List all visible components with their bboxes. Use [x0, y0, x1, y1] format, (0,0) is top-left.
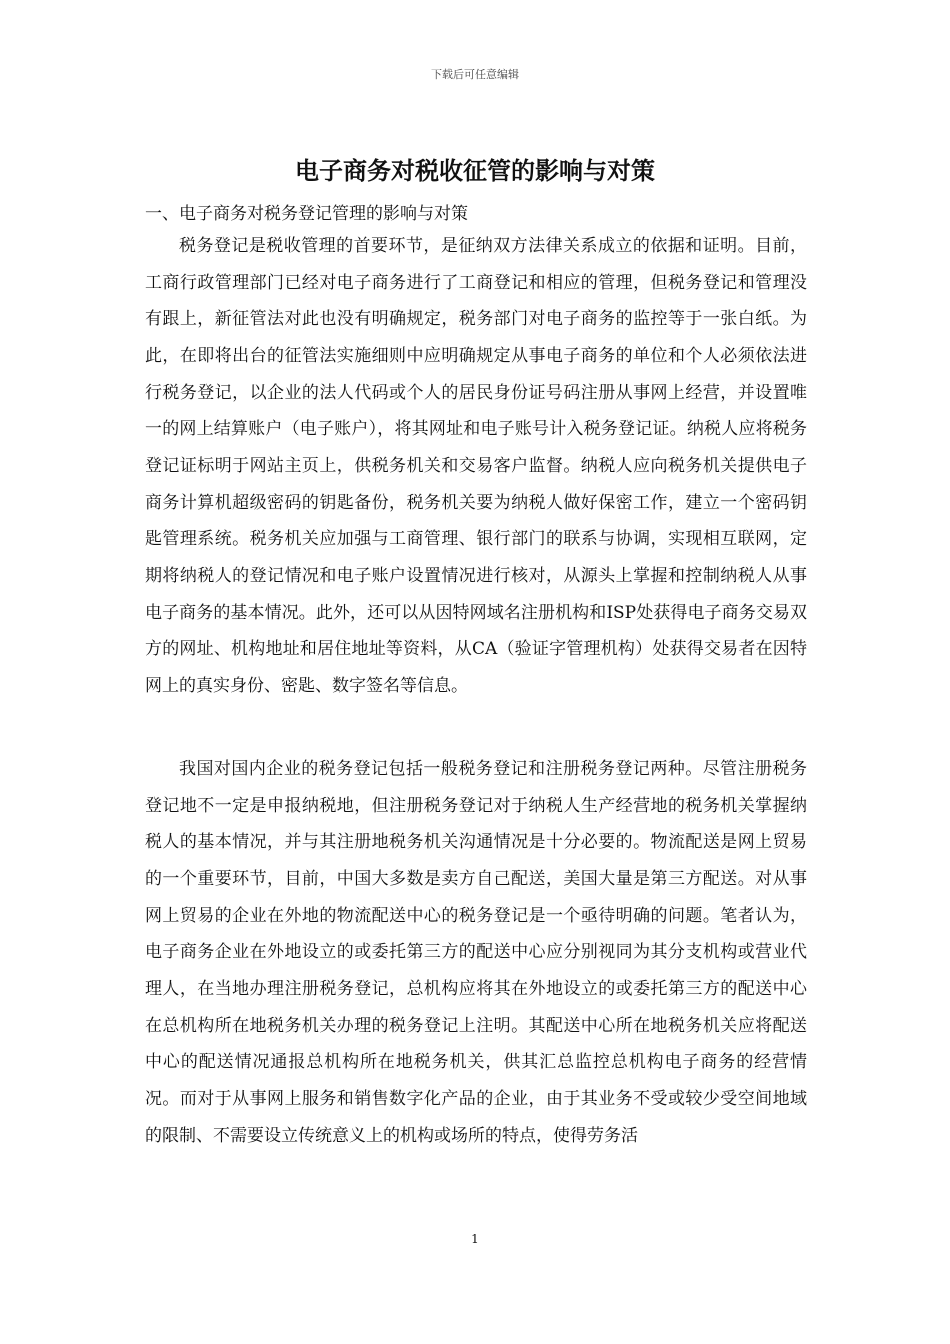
page-number: 1 [471, 1232, 479, 1246]
section-heading: 一、电子商务对税务登记管理的影响与对策 [145, 204, 468, 224]
body-paragraph: 税务登记是税收管理的首要环节，是征纳双方法律关系成立的依据和证明。目前，工商行政管理部门已经对电子商务进行了工商登记和相应的管理，但税务登记和管理没有跟上，新征管法对此也没有明确规定，税务部门对电子商务的监控等于一张白纸。为此，在即将出台的征管法实施细则中应明确规定从事电子商务的单位和个人必须依法进行税务登记，以企业的法人代码或个人的居民身份证号码注册从事网上经营，并设置唯一的网上结算账户（电子账户），将其网址和电子账号计入税务登记证。纳税人应将税务登记证标明于网站主页上，供税务机关和交易客户监督。纳税人应向税务机关提供电子商务计算机超级密码的钥匙备份，税务机关要为纳税人做好保密工作，建立一个密码钥匙管理系统。税务机关应加强与工商管理、银行部门的联系与协调，实现相互联网，定期将纳税人的登记情况和电子账户设置情况进行核对，从源头上掌握和控制纳税人从事电子商务的基本情况。此外，还可以从因特网域名注册机构和ISP处获得电子商务交易双方的网址、机构地址和居住地址等资料，从CA（验证字管理机构）处获得交易者在因特网上的真实身份、密匙、数字签名等信息。 [145, 236, 807, 696]
body-paragraph: 我国对国内企业的税务登记包括一般税务登记和注册税务登记两种。尽管注册税务登记地不一定是申报纳税地，但注册税务登记对于纳税人生产经营地的税务机关掌握纳税人的基本情况，并与其注册地税务机关沟通情况是十分必要的。物流配送是网上贸易的一个重要环节，目前，中国大多数是卖方自己配送，美国大量是第三方配送。对从事网上贸易的企业在外地的物流配送中心的税务登记是一个亟待明确的问题。笔者认为，电子商务企业在外地设立的或委托第三方的配送中心应分别视同为其分支机构或营业代理人，在当地办理注册税务登记，总机构应将其在外地设立的或委托第三方的配送中心在总机构所在地税务机关办理的税务登记上注明。其配送中心所在地税务机关应将配送中心的配送情况通报总机构所在地税务机关，供其汇总监控总机构电子商务的经营情况。而对于从事网上服务和销售数字化产品的企业，由于其业务不受或较少受空间地域的限制、不需要设立传统意义上的机构或场所的特点，使得劳务活 [145, 759, 807, 1146]
page-header-note: 下载后可任意编辑 [431, 68, 519, 81]
document-title: 电子商务对税收征管的影响与对策 [295, 157, 655, 185]
